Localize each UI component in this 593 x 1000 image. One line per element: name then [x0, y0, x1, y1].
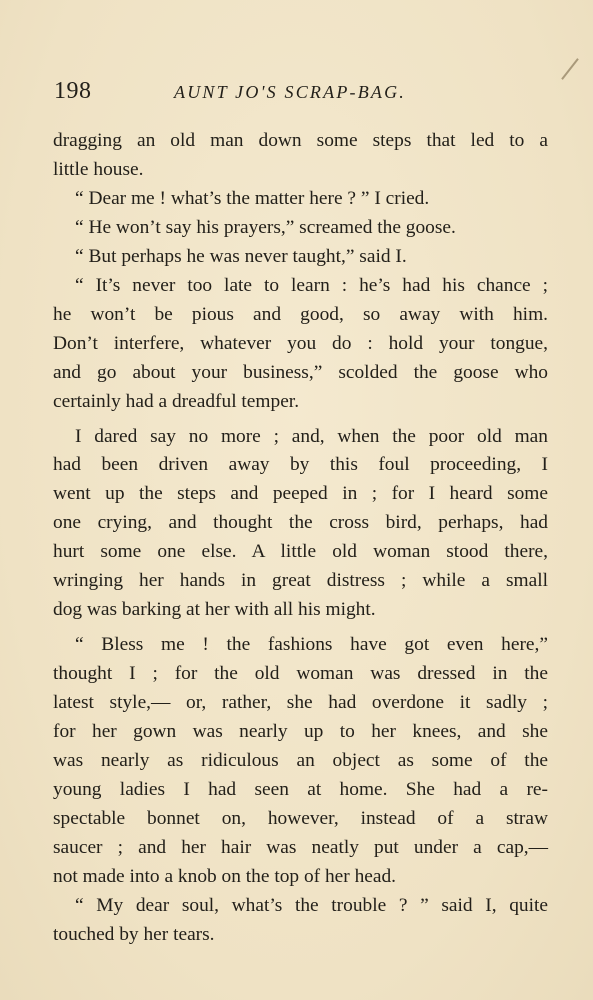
body-text [53, 127, 548, 950]
text-line: had been driven away by this foul proceeding, I [53, 454, 548, 476]
text-line: young ladies I had seen at home. She had a re- [53, 778, 548, 800]
text-line: thought I ; for the old woman was dressed in the [53, 663, 548, 685]
text-line: certainly had a dreadful temper. [53, 390, 300, 412]
text-line: dog was barking at her with all his might. [53, 599, 376, 621]
margin-mark [561, 58, 579, 80]
text-line: went up the steps and peeped in ; for I heard some [53, 483, 548, 505]
text-line: spectable bonnet on, however, instead of a straw [53, 807, 548, 829]
text-line: wringing her hands in great distress ; while a small [53, 570, 548, 592]
text-line: touched by her tears. [53, 923, 215, 945]
text-line: “ He won’t say his prayers,” screamed the goose. [75, 216, 456, 238]
text-line: “ Dear me ! what’s the matter here ? ” I cried. [75, 187, 430, 209]
text-line: not made into a knob on the top of her head. [53, 865, 397, 887]
text-line: hurt some one else. A little old woman stood there, [53, 541, 548, 563]
text-line: little house. [53, 158, 144, 180]
text-line: “ My dear soul, what’s the trouble ? ” said I, quite [75, 894, 548, 916]
running-title: AUNT JO'S SCRAP-BAG. [174, 82, 406, 102]
text-line: “ Bless me ! the fashions have got even here,” [75, 634, 548, 656]
text-line: latest style,— or, rather, she had overdone it sadly ; [53, 692, 548, 714]
text-line: he won’t be pious and good, so away with him. [53, 303, 548, 325]
text-line: “ It’s never too late to learn : he’s had his chance ; [75, 274, 548, 296]
text-line: one crying, and thought the cross bird, perhaps, had [53, 512, 548, 534]
text-line: dragging an old man down some steps that led to a [53, 130, 548, 151]
text-line: was nearly as ridiculous an object as some of the [53, 750, 548, 772]
text-line: saucer ; and her hair was neatly put under a cap,— [53, 836, 548, 858]
text-line: I dared say no more ; and, when the poor old man [75, 425, 548, 447]
page-header [54, 78, 548, 108]
text-line: and go about your business,” scolded the goose who [53, 361, 548, 383]
text-line: for her gown was nearly up to her knees, and she [53, 721, 548, 743]
text-line: “ But perhaps he was never taught,” said I. [75, 245, 407, 267]
page-number: 198 [54, 78, 92, 104]
text-line: Don’t interfere, whatever you do : hold your tongue, [53, 332, 548, 354]
